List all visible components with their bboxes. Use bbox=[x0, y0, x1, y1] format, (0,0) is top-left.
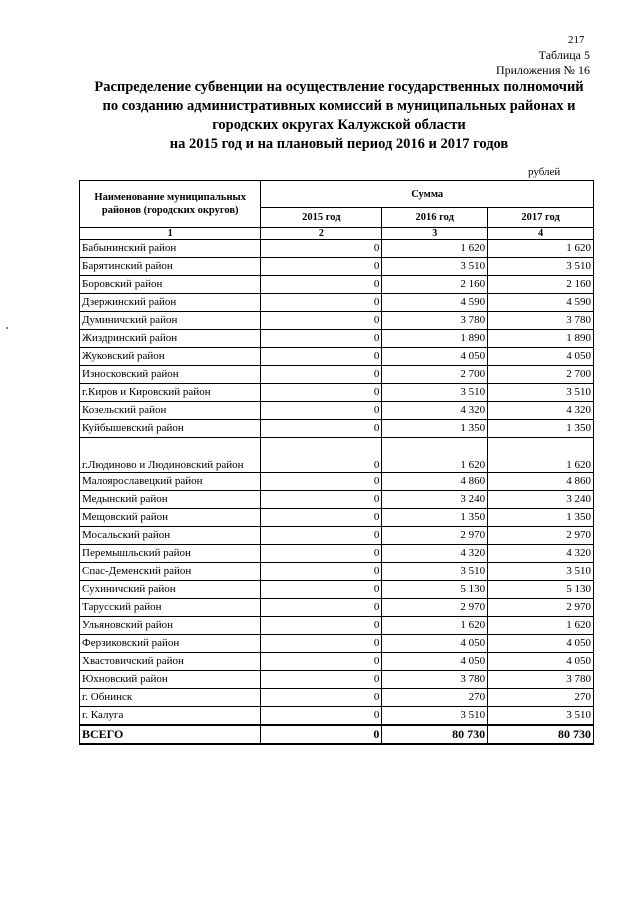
row-value-2015: 0 bbox=[261, 671, 382, 689]
row-value-2017: 3 510 bbox=[488, 563, 594, 581]
row-name: Мещовский район bbox=[80, 509, 261, 527]
header-index-2: 2 bbox=[261, 228, 382, 240]
row-value-2017: 2 700 bbox=[488, 366, 594, 384]
table-row bbox=[80, 276, 594, 294]
table-row bbox=[80, 509, 594, 527]
row-value-2015: 0 bbox=[261, 276, 382, 294]
row-value-2017: 3 240 bbox=[488, 491, 594, 509]
row-name: г.Людиново и Людиновский район bbox=[80, 438, 261, 473]
row-name: Ферзиковский район bbox=[80, 635, 261, 653]
row-value-2015: 0 bbox=[261, 689, 382, 707]
table-row bbox=[80, 384, 594, 402]
row-name: Козельский район bbox=[80, 402, 261, 420]
row-value-2015: 0 bbox=[261, 473, 382, 491]
row-value-2015: 0 bbox=[261, 294, 382, 312]
title-line: городских округах Калужской области bbox=[212, 117, 466, 133]
row-value-2017: 2 160 bbox=[488, 276, 594, 294]
table-row bbox=[80, 402, 594, 420]
table-row bbox=[80, 312, 594, 330]
row-name: Юхновский район bbox=[80, 671, 261, 689]
row-value-2016: 3 780 bbox=[382, 312, 488, 330]
table-row bbox=[80, 258, 594, 276]
table-row bbox=[80, 473, 594, 491]
table-row bbox=[80, 366, 594, 384]
row-value-2016: 1 350 bbox=[382, 509, 488, 527]
row-value-2015: 0 bbox=[261, 653, 382, 671]
row-value-2017: 270 bbox=[488, 689, 594, 707]
row-value-2017: 4 050 bbox=[488, 635, 594, 653]
row-value-2016: 4 050 bbox=[382, 348, 488, 366]
row-value-2015: 0 bbox=[261, 384, 382, 402]
table-row bbox=[80, 671, 594, 689]
row-value-2016: 2 970 bbox=[382, 527, 488, 545]
row-value-2017: 4 320 bbox=[488, 545, 594, 563]
table-row bbox=[80, 689, 594, 707]
row-value-2016: 1 890 bbox=[382, 330, 488, 348]
row-value-2017: 4 860 bbox=[488, 473, 594, 491]
document-title bbox=[74, 78, 604, 154]
row-name: Ульяновский район bbox=[80, 617, 261, 635]
row-value-2016: 3 240 bbox=[382, 491, 488, 509]
row-value-2015: 0 bbox=[261, 545, 382, 563]
row-value-2016: 5 130 bbox=[382, 581, 488, 599]
row-value-2015: 0 bbox=[261, 330, 382, 348]
row-name: Перемышльский район bbox=[80, 545, 261, 563]
row-value-2017: 5 130 bbox=[488, 581, 594, 599]
subvention-table bbox=[79, 180, 594, 745]
row-value-2017: 3 510 bbox=[488, 258, 594, 276]
row-value-2015: 0 bbox=[261, 258, 382, 276]
row-value-2016: 2 970 bbox=[382, 599, 488, 617]
row-value-2015: 0 bbox=[261, 617, 382, 635]
row-value-2015: 0 bbox=[261, 509, 382, 527]
row-name: Мосальский район bbox=[80, 527, 261, 545]
row-value-2017: 3 510 bbox=[488, 707, 594, 726]
row-value-2017: 3 510 bbox=[488, 384, 594, 402]
row-value-2016: 2 700 bbox=[382, 366, 488, 384]
page-number: 217 bbox=[568, 34, 585, 46]
header-year-2016: 2016 год bbox=[382, 208, 488, 228]
row-value-2015: 0 bbox=[261, 366, 382, 384]
row-value-2015: 0 bbox=[261, 599, 382, 617]
table-row bbox=[80, 240, 594, 258]
header-year-2015: 2015 год bbox=[261, 208, 382, 228]
table-label: Таблица 5 bbox=[538, 48, 590, 62]
row-value-2016: 270 bbox=[382, 689, 488, 707]
header-index-4: 4 bbox=[488, 228, 594, 240]
table-row bbox=[80, 438, 594, 473]
row-value-2017: 4 590 bbox=[488, 294, 594, 312]
header-name: Наименование муниципальных районов (городских округов) bbox=[80, 181, 261, 228]
row-value-2016: 3 510 bbox=[382, 258, 488, 276]
row-value-2017: 4 320 bbox=[488, 402, 594, 420]
row-value-2017: 1 890 bbox=[488, 330, 594, 348]
table-row bbox=[80, 420, 594, 438]
row-value-2016: 3 510 bbox=[382, 384, 488, 402]
row-value-2017: 3 780 bbox=[488, 671, 594, 689]
table-row bbox=[80, 348, 594, 366]
total-label: ВСЕГО bbox=[80, 725, 261, 744]
units-label: рублей bbox=[528, 166, 561, 178]
row-name: Тарусский район bbox=[80, 599, 261, 617]
row-value-2015: 0 bbox=[261, 581, 382, 599]
margin-mark bbox=[6, 327, 8, 329]
total-row bbox=[80, 725, 594, 744]
row-name: Жиздринский район bbox=[80, 330, 261, 348]
row-name: Дзержинский район bbox=[80, 294, 261, 312]
row-value-2016: 1 620 bbox=[382, 617, 488, 635]
table-row bbox=[80, 563, 594, 581]
row-value-2016: 3 510 bbox=[382, 707, 488, 726]
row-value-2016: 4 050 bbox=[382, 635, 488, 653]
row-value-2016: 4 860 bbox=[382, 473, 488, 491]
row-value-2017: 1 620 bbox=[488, 438, 594, 473]
header-index-1: 1 bbox=[80, 228, 261, 240]
table-row bbox=[80, 653, 594, 671]
row-value-2016: 1 620 bbox=[382, 240, 488, 258]
row-name: Боровский район bbox=[80, 276, 261, 294]
table-row bbox=[80, 491, 594, 509]
row-name: Сухиничский район bbox=[80, 581, 261, 599]
header-year-2017: 2017 год bbox=[488, 208, 594, 228]
row-value-2016: 4 320 bbox=[382, 402, 488, 420]
row-value-2017: 1 350 bbox=[488, 420, 594, 438]
row-value-2016: 3 780 bbox=[382, 671, 488, 689]
header-index-3: 3 bbox=[382, 228, 488, 240]
row-name: Износковский район bbox=[80, 366, 261, 384]
row-name: Куйбышевский район bbox=[80, 420, 261, 438]
row-value-2017: 1 620 bbox=[488, 240, 594, 258]
row-value-2015: 0 bbox=[261, 491, 382, 509]
row-name: Барятинский район bbox=[80, 258, 261, 276]
row-name: Малоярославецкий район bbox=[80, 473, 261, 491]
row-value-2017: 2 970 bbox=[488, 599, 594, 617]
row-value-2015: 0 bbox=[261, 527, 382, 545]
row-value-2017: 4 050 bbox=[488, 653, 594, 671]
row-name: Спас-Деменский район bbox=[80, 563, 261, 581]
row-value-2016: 1 620 bbox=[382, 438, 488, 473]
row-value-2015: 0 bbox=[261, 707, 382, 726]
table-row bbox=[80, 545, 594, 563]
table-row bbox=[80, 635, 594, 653]
row-name: г.Киров и Кировский район bbox=[80, 384, 261, 402]
row-name: Хвастовичский район bbox=[80, 653, 261, 671]
table-row bbox=[80, 581, 594, 599]
table-row bbox=[80, 707, 594, 726]
row-name: Думиничский район bbox=[80, 312, 261, 330]
row-value-2015: 0 bbox=[261, 563, 382, 581]
appendix-label: Приложения № 16 bbox=[495, 63, 590, 77]
header-sum: Сумма bbox=[261, 181, 594, 208]
table-row bbox=[80, 599, 594, 617]
row-value-2015: 0 bbox=[261, 635, 382, 653]
table-row bbox=[80, 527, 594, 545]
row-name: Медынский район bbox=[80, 491, 261, 509]
row-value-2016: 4 050 bbox=[382, 653, 488, 671]
table-body bbox=[80, 240, 594, 726]
table-row bbox=[80, 294, 594, 312]
row-value-2015: 0 bbox=[261, 438, 382, 473]
row-value-2017: 2 970 bbox=[488, 527, 594, 545]
row-value-2016: 3 510 bbox=[382, 563, 488, 581]
row-value-2017: 1 620 bbox=[488, 617, 594, 635]
table-reference bbox=[496, 48, 590, 78]
row-value-2016: 2 160 bbox=[382, 276, 488, 294]
row-value-2016: 4 590 bbox=[382, 294, 488, 312]
total-2015: 0 bbox=[261, 725, 382, 744]
total-2017: 80 730 bbox=[488, 725, 594, 744]
row-name: г. Обнинск bbox=[80, 689, 261, 707]
row-name: Бабынинский район bbox=[80, 240, 261, 258]
row-value-2017: 1 350 bbox=[488, 509, 594, 527]
row-value-2017: 3 780 bbox=[488, 312, 594, 330]
row-value-2016: 1 350 bbox=[382, 420, 488, 438]
row-value-2015: 0 bbox=[261, 402, 382, 420]
row-value-2016: 4 320 bbox=[382, 545, 488, 563]
total-2016: 80 730 bbox=[382, 725, 488, 744]
title-line: по созданию административных комиссий в муниципальных районах и bbox=[102, 98, 576, 114]
title-line: на 2015 год и на плановый период 2016 и 2017 годов bbox=[169, 136, 509, 152]
row-value-2015: 0 bbox=[261, 348, 382, 366]
row-value-2015: 0 bbox=[261, 312, 382, 330]
row-value-2015: 0 bbox=[261, 420, 382, 438]
row-name: Жуковский район bbox=[80, 348, 261, 366]
table-row bbox=[80, 617, 594, 635]
title-line: Распределение субвенции на осуществление государственных полномочий bbox=[94, 79, 584, 95]
row-value-2015: 0 bbox=[261, 240, 382, 258]
row-value-2017: 4 050 bbox=[488, 348, 594, 366]
row-name: г. Калуга bbox=[80, 707, 261, 726]
table-row bbox=[80, 330, 594, 348]
